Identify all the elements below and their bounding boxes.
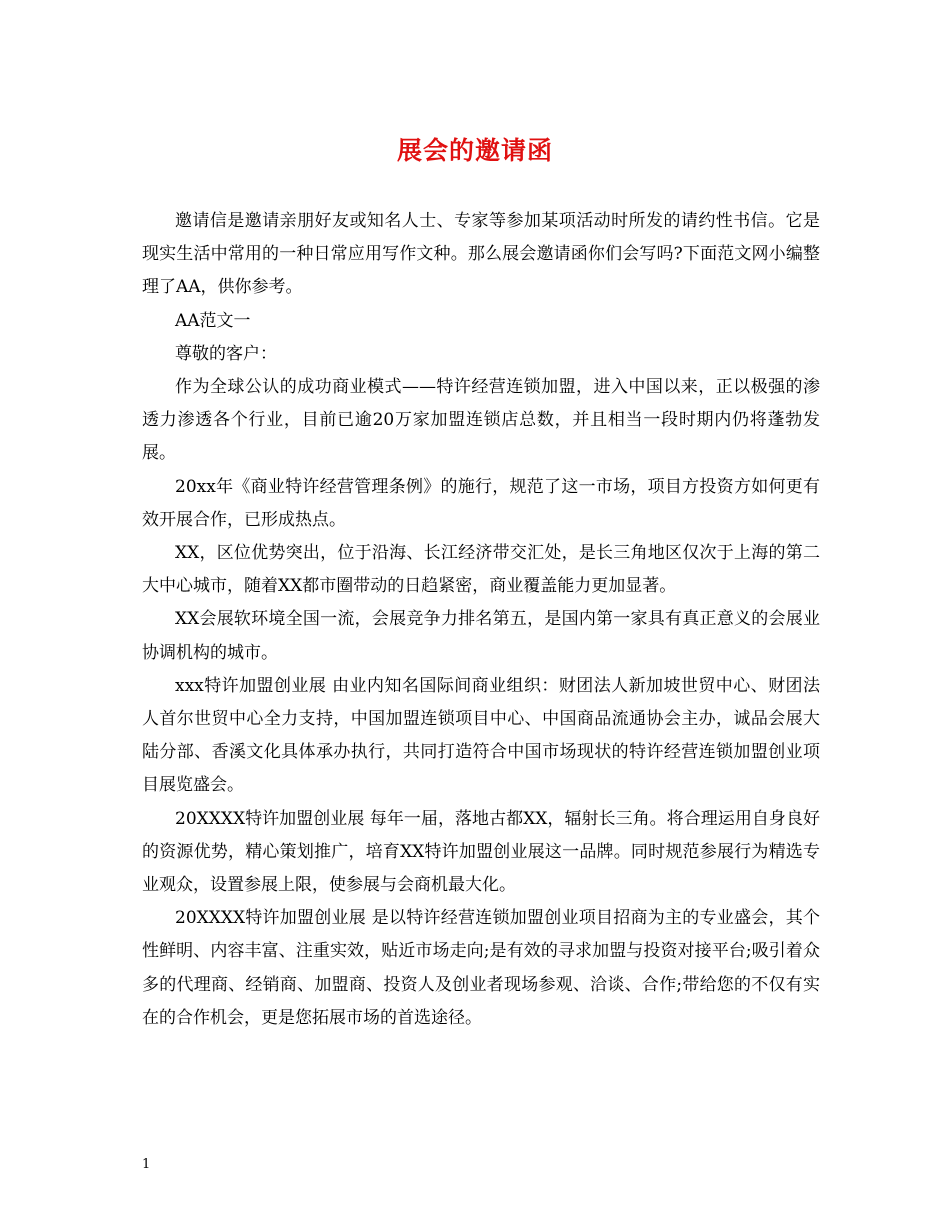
page-number: 1 — [142, 1157, 151, 1172]
paragraph-franchise-model: 作为全球公认的成功商业模式——特许经营连锁加盟，进入中国以来，正以极强的渗透力渗透各个行业，目前已逾20万家加盟连锁店总数，并且相当一段时期内仍将蓬勃发展。 — [142, 377, 820, 464]
paragraph-regulation: 20xx年《商业特许经营管理条例》的施行，规范了这一市场，项目方投资方如何更有效开展合作，已形成热点。 — [142, 476, 820, 530]
paragraph-organizers: xxx特许加盟创业展 由业内知名国际间商业组织：财团法人新加坡世贸中心、财团法人首尔世贸中心全力支持，中国加盟连锁项目中心、中国商品流通协会主办，诚品会展大陆分部、香溪文化具体承办执行，共同打造符合中国市场现状的特许经营连锁加盟创业项目展览盛会。 — [142, 675, 820, 796]
paragraph-salutation: 尊敬的客户： — [175, 343, 277, 364]
document-title: 展会的邀请函 — [396, 136, 553, 165]
paragraph-intro: 邀请信是邀请亲朋好友或知名人士、专家等参加某项活动时所发的请约性书信。它是现实生活中常用的一种日常应用写作文种。那么展会邀请函你们会写吗?下面范文网小编整理了AA，供你参考。 — [142, 211, 820, 298]
paragraph-show-highlights: 20XXXX特许加盟创业展 是以特许经营连锁加盟创业项目招商为主的专业盛会，其个性鲜明、内容丰富、注重实效，贴近市场走向;是有效的寻求加盟与投资对接平台;吸引着众多的代理商、经销商、加盟商、投资人及创业者现场参观、洽谈、合作;带给您的不仅有实在的合作机会，更是您拓展市场的首选途径。 — [142, 908, 820, 1028]
paragraph-sample-heading: AA范文一 — [175, 310, 251, 331]
paragraph-exhibition-environment: XX会展软环境全国一流，会展竞争力排名第五，是国内第一家具有真正意义的会展业协调机构的城市。 — [142, 609, 820, 663]
paragraph-location: XX，区位优势突出，位于沿海、长江经济带交汇处，是长三角地区仅次于上海的第二大中心城市，随着XX都市圈带动的日趋紧密，商业覆盖能力更加显著。 — [142, 543, 820, 597]
document-body — [142, 205, 820, 1035]
paragraph-annual-show: 20XXXX特许加盟创业展 每年一届，落地古都XX，辐射长三角。将合理运用自身良好的资源优势，精心策划推广，培育XX特许加盟创业展这一品牌。同时规范参展行为精选专业观众，设置参展上限，使参展与会商机最大化。 — [142, 808, 820, 896]
